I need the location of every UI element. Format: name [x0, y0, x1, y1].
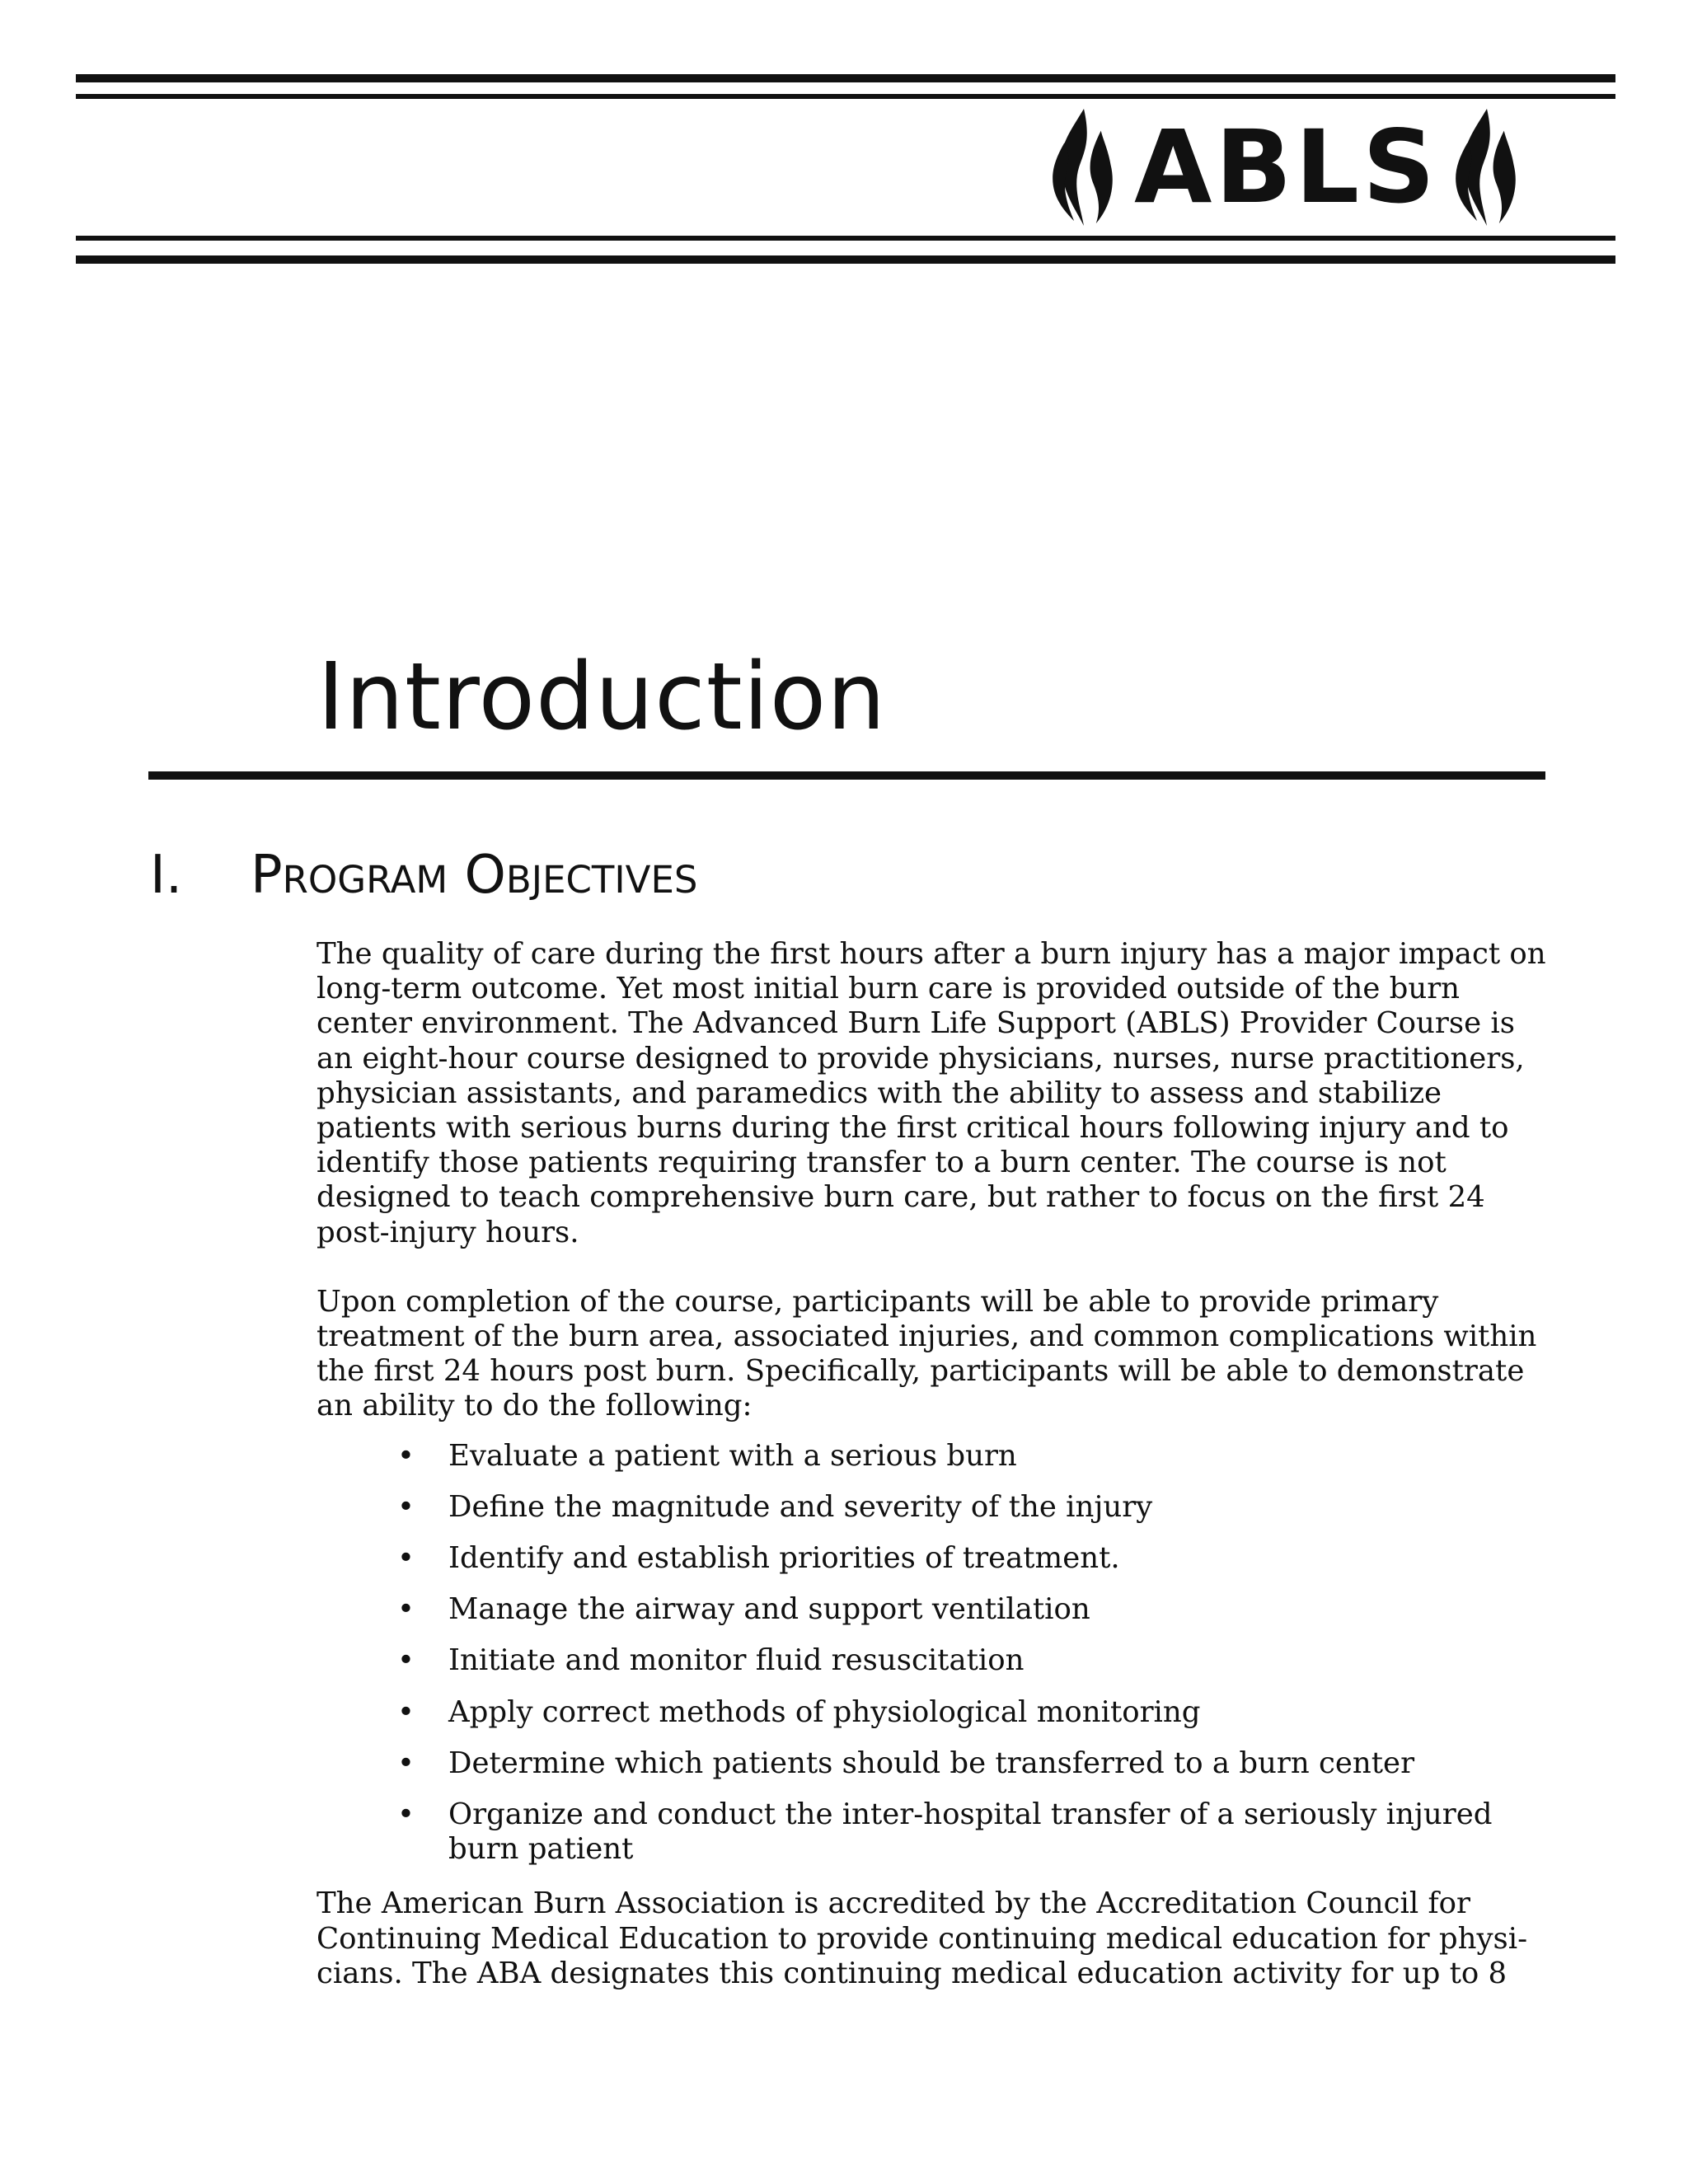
body-text: [316, 937, 1550, 1991]
bullet: •: [397, 1797, 415, 1832]
section-number: I.: [150, 845, 183, 906]
header-rule-bottom: [76, 255, 1615, 264]
list-item: • Define the magnitude and severity of the injury: [397, 1489, 1153, 1524]
objectives-list: [316, 1439, 1550, 1868]
list-item: • Apply correct methods of physiological monitoring: [397, 1694, 1201, 1729]
chapter-title: Introduction: [317, 644, 887, 751]
list-item: • Organize and conduct the inter-hospital transfer of a seriously injured burn patient: [397, 1797, 1493, 1867]
bullet: •: [397, 1694, 415, 1729]
section-heading: [150, 845, 698, 906]
title-underline: [148, 771, 1545, 780]
list-item: • Initiate and monitor fluid resuscitation: [397, 1643, 1025, 1678]
header-rule-top-inner: [76, 94, 1615, 99]
flame-icon: [1047, 106, 1121, 228]
list-item: • Evaluate a patient with a serious burn: [397, 1438, 1017, 1473]
bullet: •: [397, 1489, 415, 1524]
section-title: Program Objectives: [251, 845, 698, 906]
bullet: •: [397, 1541, 415, 1576]
list-item: • Identify and establish priorities of treatment.: [397, 1541, 1120, 1576]
logo-text: ABLS: [1134, 109, 1439, 226]
bullet: •: [397, 1592, 415, 1627]
paragraph: The quality of care during the first hours after a burn injury has a major impact on long-term outcome. Yet most initial burn care is provided outside of the burn center environment. The Advanced Burn Life Support (ABLS) Provider Course is an eight-hour course designed to provide physicians, nurses, nurse practitioners, physician assistants, and paramedics with the ability to assess and stabilize patients with serious burns during the first critical hours following injury and to identify those patients requiring transfer to a burn center. The course is not designed to teach comprehensive burn care, but rather to focus on the first 24 post-injury hours.: [316, 937, 1546, 1249]
flame-icon: [1450, 106, 1524, 228]
list-item: • Determine which patients should be transferred to a burn center: [397, 1746, 1415, 1780]
paragraph: The American Burn Association is accredited by the Accreditation Council for Continuing Medical Education to provide continuing medical education for physi-cians. The ABA designates this continuing medical education activity for up to 8: [316, 1886, 1528, 1990]
bullet: •: [397, 1438, 415, 1473]
bullet: •: [397, 1746, 415, 1780]
abls-logo: [1047, 105, 1524, 229]
paragraph: Upon completion of the course, participants will be able to provide primary treatment of the burn area, associated injuries, and common complications within the first 24 hours post burn. Specifically, participants will be able to demonstrate an ability to do the following:: [316, 1284, 1537, 1423]
list-item: • Manage the airway and support ventilation: [397, 1592, 1090, 1627]
bullet: •: [397, 1643, 415, 1678]
header-rule-bottom-inner: [76, 236, 1615, 241]
header-rule-top: [76, 74, 1615, 82]
